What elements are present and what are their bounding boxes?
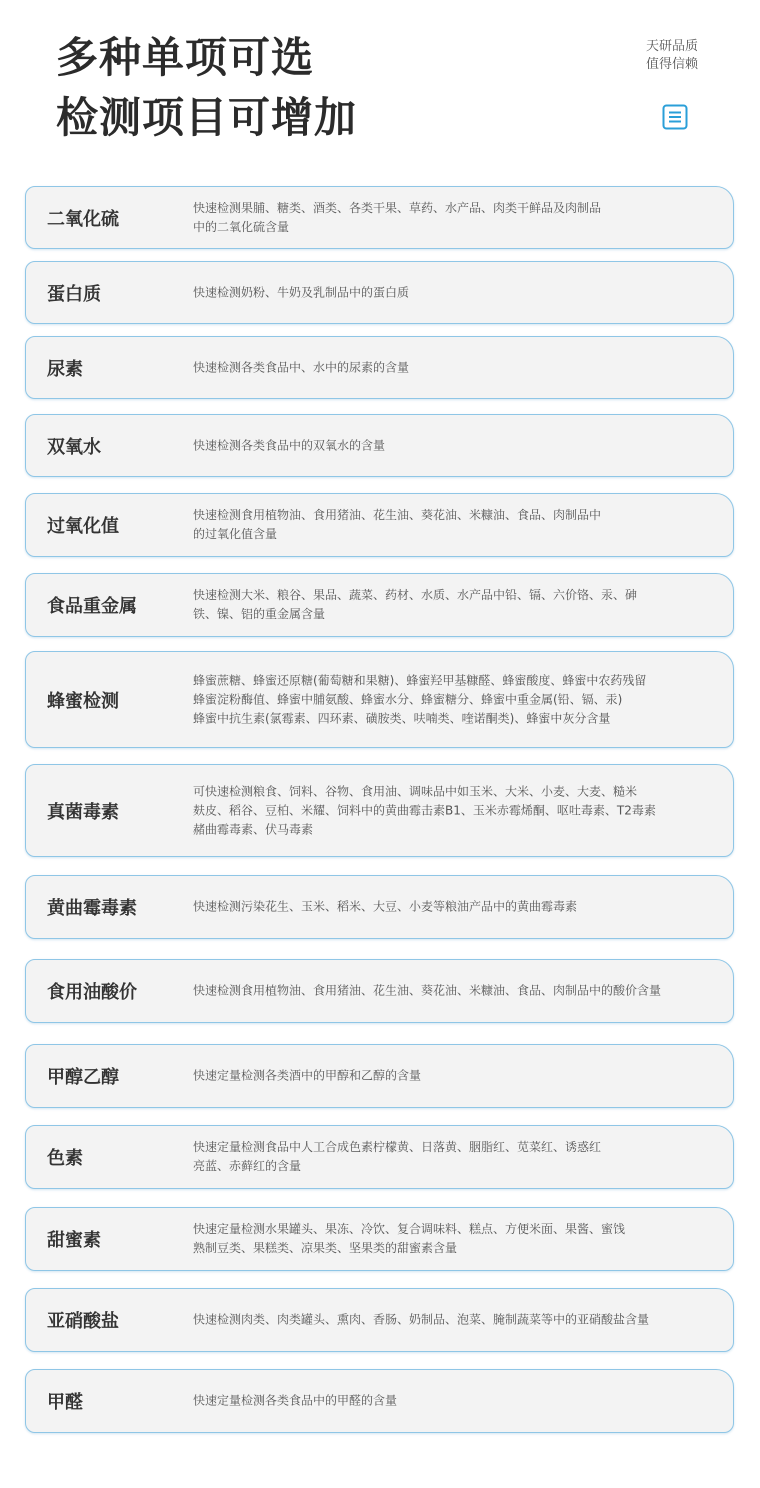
brand-slogan-line-1: 天研品质 bbox=[646, 39, 699, 54]
page-title-line-2: 检测项目可增加 bbox=[56, 93, 358, 142]
test-item-name: 甲醇乙醇 bbox=[47, 1067, 119, 1088]
test-item-description: 快速定量检测食品中人工合成色素柠檬黄、日落黄、胭脂红、苋菜红、诱惑红 亮蓝、赤藓红的含量 bbox=[193, 1140, 602, 1173]
test-item-description: 快速定量检测各类酒中的甲醇和乙醇的含量 bbox=[193, 1068, 422, 1083]
test-item-card[interactable] bbox=[25, 1207, 734, 1271]
test-item-card[interactable] bbox=[25, 651, 734, 748]
test-item-card[interactable] bbox=[25, 414, 734, 477]
test-item-card[interactable] bbox=[25, 1044, 734, 1108]
test-item-name: 食品重金属 bbox=[47, 596, 137, 617]
test-item-description: 快速检测各类食品中、水中的尿素的含量 bbox=[193, 360, 410, 374]
brand-slogan bbox=[646, 38, 698, 74]
test-item-card[interactable] bbox=[25, 1369, 734, 1433]
test-item-name: 尿素 bbox=[47, 358, 83, 380]
test-item-description: 快速检测污染花生、玉米、稻米、大豆、小麦等粮油产品中的黄曲霉毒素 bbox=[193, 899, 578, 914]
test-item-name: 蜂蜜检测 bbox=[47, 690, 119, 712]
test-item-card[interactable] bbox=[25, 493, 734, 557]
test-item-card[interactable] bbox=[25, 186, 734, 249]
test-item-name: 食用油酸价 bbox=[47, 982, 137, 1003]
test-item-description: 快速检测果脯、糖类、酒类、各类干果、草药、水产品、肉类干鲜品及肉制品 中的二氧化硫含量 bbox=[193, 200, 602, 234]
test-item-card[interactable] bbox=[25, 573, 734, 637]
test-item-description: 快速检测肉类、肉类罐头、熏肉、香肠、奶制品、泡菜、腌制蔬菜等中的亚硝酸盐含量 bbox=[193, 1312, 650, 1327]
test-item-card[interactable] bbox=[25, 336, 734, 399]
test-item-name: 黄曲霉毒素 bbox=[47, 898, 137, 919]
test-item-card[interactable] bbox=[25, 1288, 734, 1352]
test-item-description: 可快速检测粮食、饲料、谷物、食用油、调味品中如玉米、大米、小麦、大麦、糙米 麸皮、稻谷、豆柏、米耀、饲料中的黄曲霉击素B1、玉米赤霉烯酮、呕吐毒素、T2毒素 赭曲霉毒素、伏马毒素 bbox=[193, 784, 656, 836]
test-item-name: 过氧化值 bbox=[47, 516, 119, 537]
test-item-description: 快速检测各类食品中的双氧水的含量 bbox=[193, 438, 386, 452]
test-item-description: 快速定量检测水果罐头、果冻、冷饮、复合调味料、糕点、方便米面、果酱、蜜饯 熟制豆类、果糕类、凉果类、坚果类的甜蜜素含量 bbox=[193, 1222, 626, 1255]
test-item-card[interactable] bbox=[25, 261, 734, 324]
test-item-name: 甲醛 bbox=[47, 1392, 83, 1413]
test-item-name: 蛋白质 bbox=[47, 283, 101, 305]
test-item-description: 快速检测奶粉、牛奶及乳制品中的蛋白质 bbox=[193, 285, 410, 299]
test-item-card[interactable] bbox=[25, 959, 734, 1023]
test-item-description: 快速定量检测各类食品中的甲醛的含量 bbox=[193, 1393, 398, 1408]
page-header bbox=[0, 0, 760, 170]
test-item-card[interactable] bbox=[25, 764, 734, 857]
test-item-description: 快速检测食用植物油、食用猪油、花生油、葵花油、米糠油、食品、肉制品中 的过氧化值含量 bbox=[193, 508, 602, 541]
test-item-description: 快速检测食用植物油、食用猪油、花生油、葵花油、米糠油、食品、肉制品中的酸价含量 bbox=[193, 983, 662, 998]
test-item-name: 色素 bbox=[47, 1148, 83, 1169]
test-item-name: 双氧水 bbox=[47, 436, 101, 458]
page-title-line-1: 多种单项可选 bbox=[56, 33, 315, 82]
test-item-name: 亚硝酸盐 bbox=[47, 1311, 119, 1332]
brand-slogan-line-2: 值得信赖 bbox=[646, 57, 699, 72]
test-item-name: 甜蜜素 bbox=[47, 1230, 101, 1251]
test-item-name: 真菌毒素 bbox=[47, 801, 119, 823]
test-item-card[interactable] bbox=[25, 875, 734, 939]
list-menu-icon[interactable] bbox=[662, 104, 688, 130]
test-item-description: 蜂蜜蔗糖、蜂蜜还原糖(葡萄糖和果糖)、蜂蜜羟甲基糠醛、蜂蜜酸度、蜂蜜中农药残留 蜂蜜淀粉酶值、蜂蜜中脯氨酸、蜂蜜水分、蜂蜜糖分、蜂蜜中重金属(铅、镉、汞) 蜂蜜中抗生素(氯霉素、四环素、磺胺类、呋喃类、喹诺酮类)、蜂蜜中灰分含量 bbox=[193, 673, 647, 725]
test-item-name: 二氧化硫 bbox=[47, 208, 119, 230]
test-item-description: 快速检测大米、粮谷、果品、蔬菜、药材、水质、水产品中铅、镉、六价铬、汞、砷 铁、镍、铝的重金属含量 bbox=[193, 588, 638, 621]
test-item-card[interactable] bbox=[25, 1125, 734, 1189]
